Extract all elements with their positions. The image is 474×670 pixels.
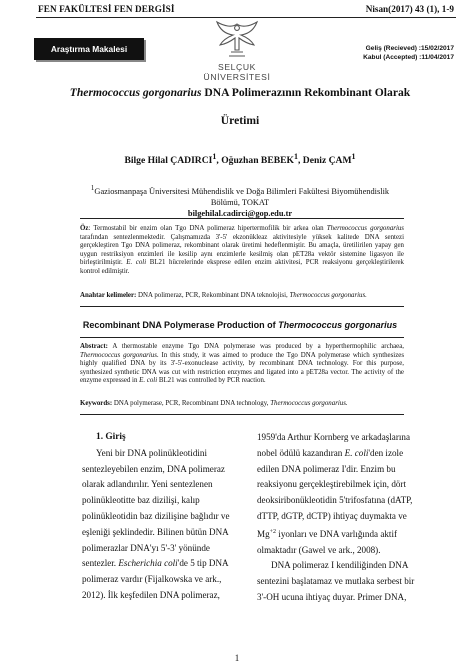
author-2: Oğuzhan BEBEK xyxy=(221,155,294,167)
intro-line: polimeraz vardır (Fijalkowska ve ark., xyxy=(82,574,222,585)
intro-line: sentezini başlatamaz ve mutlaka serbest bir xyxy=(257,576,415,587)
seljuk-eagle-icon xyxy=(214,18,260,62)
author-3-sup: 1 xyxy=(351,152,356,161)
intro-line: olarak adlandırılır. Yeni sentezlenen xyxy=(82,479,213,490)
abstract-tr-text: tarafından sentezlenmektedir. Çalışmamızda 3'-5' ekzonükleaz aktivitesiyle yüksek kalitede DNA sentezi gerçekleştiren Tgo DNA polimeraz, rekombinant olarak üretimi hedeflenmiştir. Bu amaçla, üretilirilen yapay gen uygun restriksiyon enzimleri ile kesilip aynı enzimlerle kesilmiş olan pET28a vektör sistemine ligasyon ile birleştirilmiştir. xyxy=(80,233,404,267)
intro-line: Yeni bir DNA polinükleotidini xyxy=(96,447,207,458)
author-sep: , xyxy=(216,155,222,167)
author-1: Bilge Hilal ÇADIRCI xyxy=(124,155,213,167)
author-2-sup: 1 xyxy=(293,152,298,161)
intro-line: polinükleotidin baz dizilişine bağlıdır ve xyxy=(82,510,230,521)
keywords-en-text: DNA polymerase, PCR, Recombinant DNA technology, xyxy=(112,400,271,407)
intro-line: dTTP, dGTP, dCTP) ihtiyaç duymakta ve xyxy=(257,510,407,521)
intro-left-column xyxy=(82,430,232,604)
affiliation xyxy=(40,183,440,219)
logo-line2: ÜNİVERSİTESİ xyxy=(203,72,271,82)
affiliation-line1 xyxy=(40,183,440,197)
intro-line: 2012). İlk keşfedilen DNA polimeraz, xyxy=(82,589,220,600)
keywords-en-label: Keywords: xyxy=(80,400,113,407)
intro-line: DNA polimeraz I kendiliğinden DNA xyxy=(271,560,409,571)
abstract-en-bottom-rule xyxy=(80,414,404,415)
title-line2: Üretimi xyxy=(220,114,260,127)
abstract-bottom-rule xyxy=(80,306,404,307)
intro-line: reaksiyonu gerçekleştirebilmek için, dört xyxy=(257,479,406,490)
author-1-sup: 1 xyxy=(212,152,217,161)
intro-line: sentezleyebilen enzim, DNA polimeraz xyxy=(82,463,225,474)
abstract-tr-label: Öz xyxy=(80,225,89,232)
intro-line xyxy=(82,556,232,572)
intro-ecoli: Escherichia coli xyxy=(118,558,178,569)
keywords-en xyxy=(80,400,404,409)
intro-line: olmaktadır (Gawel ve ark., 2008). xyxy=(257,544,381,555)
english-title-text: Recombinant DNA Polymerase Production of xyxy=(82,320,279,330)
abstract-en-text: . In this study, it was aimed to produce the Tgo DNA polymerase which synthesizes highly qualified DNA by its 3'-5'-exonuclease activity, by recombinant DNA technology. For this purpose, synthesized synthetic DNA was cut with restriction enzymes and ligated into a pET28a vector. The activity of the enzyme expressed in xyxy=(80,351,405,385)
intro-line-text: 'de 5 tip DNA xyxy=(177,558,229,569)
intro-line xyxy=(257,525,420,543)
abstract-top-rule xyxy=(80,218,404,219)
intro-line: deoksiribonükleotidin 5'trifosfatına (dATP, xyxy=(257,495,413,506)
abstract-tr-text: BL21 hücrelerinde eksprese edilen enzim aktivitesi, PCR reaksiyonu gerçekleştirilerek kontrol edilmiştir. xyxy=(80,259,404,275)
title-italic: Thermococcus gorgonarius xyxy=(69,86,202,99)
page-number: 1 xyxy=(234,653,240,663)
author-3: Deniz ÇAM xyxy=(302,155,352,167)
title-rest: DNA Polimerazının Rekombinant Olarak xyxy=(201,86,411,99)
intro-right-column xyxy=(257,430,420,606)
accepted-date: Kabul (Accepted) :11/04/2017 xyxy=(363,54,454,61)
abstract-tr-text: : Termostabil bir enzim olan Tgo DNA polimeraz hipertermofilik bir arkea olan xyxy=(88,225,327,232)
university-logo xyxy=(188,18,286,82)
abstract-en xyxy=(80,343,404,386)
intro-line-text: iyonları ve DNA varlığında aktif xyxy=(276,528,397,539)
abstract-en-text: A thermostable enzyme Tgo DNA polymerase was produced by a hyperthermophilic archaea, xyxy=(107,343,404,350)
abstract-tr-species: Thermococcus gorgonarius xyxy=(326,225,404,232)
intro-line: edilen DNA polimeraz I'dir. Enzim bu xyxy=(257,463,396,474)
affiliation-text: Gaziosmanpaşa Üniversitesi Mühendislik ve Doğa Bilimleri Fakültesi Biyomühendislik xyxy=(94,186,390,196)
author-email: bilgehilal.cadirci@gop.edu.tr xyxy=(187,208,293,218)
intro-mg-sup: +2 xyxy=(269,528,277,535)
dates-block xyxy=(363,44,454,62)
intro-ecoli: E. coli xyxy=(344,447,369,458)
article-type-badge xyxy=(34,38,144,60)
intro-line-text: nobel ödülü kazandıran xyxy=(257,447,345,458)
intro-line xyxy=(257,446,420,462)
abstract-tr-ecoli: E. coli xyxy=(126,259,147,267)
abstract-en-text: BL21 was controlled by PCR reaction. xyxy=(157,377,266,385)
intro-line-text: sentezler. xyxy=(82,558,119,569)
intro-line: polinükleotitte baz dizilişi, kalıp xyxy=(82,495,200,506)
abstract-en-ecoli: E. coli xyxy=(139,377,158,385)
author-list xyxy=(40,152,440,166)
intro-line: eşleniği şeklindedir. Bilinen bütün DNA xyxy=(82,526,229,537)
logo-line1: SELÇUK xyxy=(218,62,256,72)
article-type-label: Araştırma Makalesi xyxy=(50,44,128,54)
abstract-en-species: Thermococcus gorgonarius xyxy=(80,351,157,359)
abstract-en-top-rule xyxy=(80,337,404,338)
journal-name: FEN FAKÜLTESİ FEN DERGİSİ xyxy=(38,4,175,14)
english-title-species: Thermococcus gorgonarius xyxy=(278,320,398,330)
intro-line: 3'-OH ucuna ihtiyaç duyar. Primer DNA, xyxy=(257,592,407,602)
affiliation-sup: 1 xyxy=(90,184,95,192)
english-title xyxy=(40,320,440,330)
intro-line-text: 'den izole xyxy=(368,447,404,458)
keywords-tr-label: Anahtar kelimeler: xyxy=(80,292,137,299)
intro-mg: Mg xyxy=(257,528,270,539)
affiliation-line2: Bölümü, TOKAT xyxy=(210,197,270,207)
keywords-en-species: Thermococcus gorgonarius. xyxy=(270,400,348,407)
keywords-tr xyxy=(80,292,404,301)
author-sep: , xyxy=(297,155,303,167)
received-date: Geliş (Recieved) :15/02/2017 xyxy=(365,45,454,52)
abstract-en-label: Abstract: xyxy=(80,343,108,350)
intro-line: 1959'da Arthur Kornberg ve arkadaşlarına xyxy=(257,432,410,442)
title-line1 xyxy=(40,86,440,99)
intro-heading: 1. Giriş xyxy=(96,432,126,442)
issue-info: Nisan(2017) 43 (1), 1-9 xyxy=(365,4,454,14)
intro-line: polimerazlar DNA'yı 5'-3' yönünde xyxy=(82,542,210,553)
keywords-tr-text: DNA polimeraz, PCR, Rekombinant DNA teknolojisi, xyxy=(136,292,290,299)
keywords-tr-species: Thermococcus gorgonarius. xyxy=(289,292,367,299)
abstract-tr xyxy=(80,225,404,277)
